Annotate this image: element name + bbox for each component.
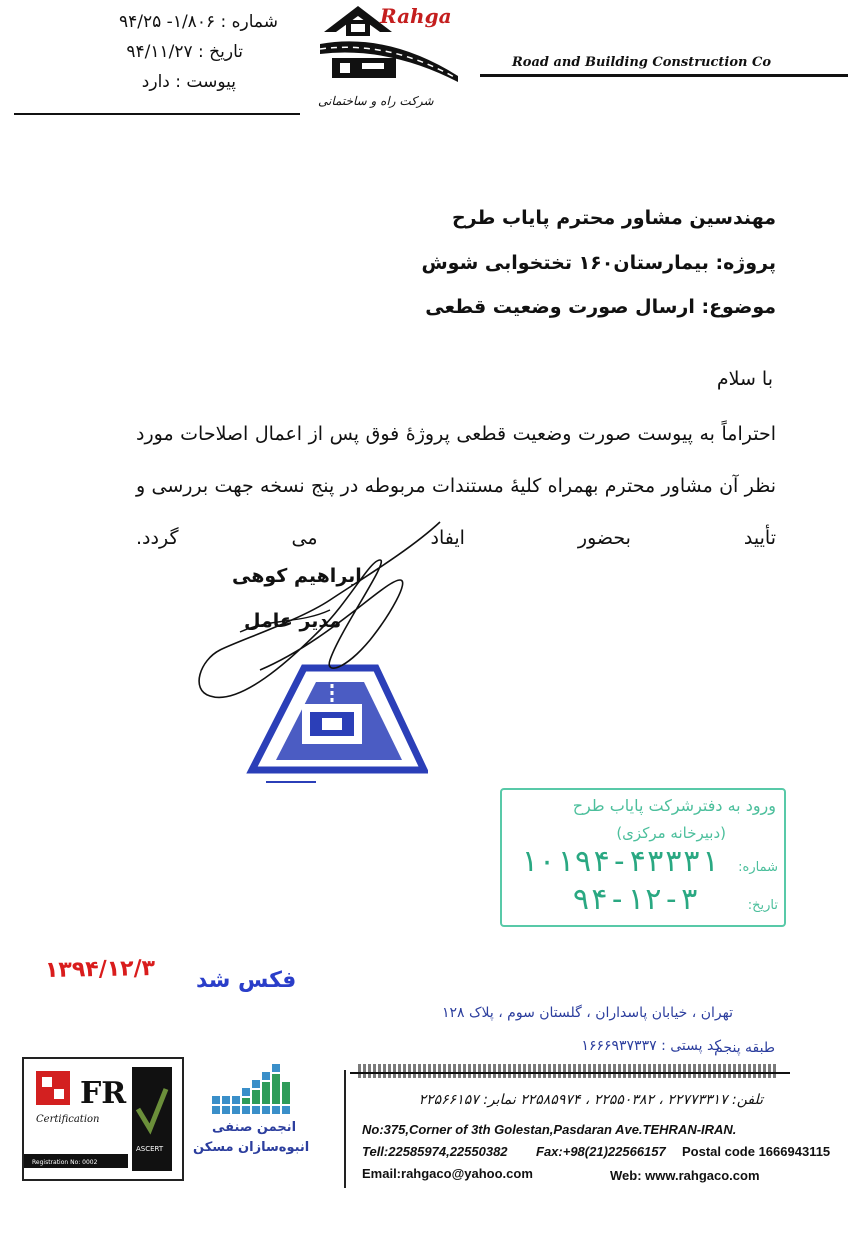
fax-sent-label: فکس شد bbox=[196, 968, 297, 993]
certification-label: Certification bbox=[36, 1114, 100, 1125]
receipt-stamp-subtitle: (دبیرخانه مرکزی) bbox=[616, 824, 726, 842]
receipt-date-label: تاریخ: bbox=[747, 898, 778, 913]
association-graphic bbox=[208, 1060, 298, 1118]
subject-line: موضوع: ارسال صورت وضعیت قطعی bbox=[425, 296, 776, 318]
brand-name-en: Rahga bbox=[380, 4, 452, 28]
association-name-line2: انبوه‌سازان مسکن bbox=[193, 1140, 310, 1155]
company-name-en: Road and Building Construction Co bbox=[512, 55, 772, 70]
header-rule-left bbox=[14, 113, 300, 115]
receipt-stamp bbox=[500, 788, 786, 927]
signatory-title: مدیر عامل bbox=[244, 610, 342, 632]
signatory-name: ابراهیم کوهی bbox=[232, 565, 362, 587]
receipt-number-value: ۱۰۱۹۴-۴۳۳۳۱ bbox=[520, 844, 719, 879]
footer-address-fa: تهران ، خیابان پاسداران ، گلستان سوم ، پلاک ۱۲۸ bbox=[441, 1005, 733, 1021]
footer-floor-fa: طبقه پنجم bbox=[714, 1040, 775, 1056]
brand-name-fa: شرکت راه و ساختمانی bbox=[318, 94, 434, 108]
svg-text:FR: FR bbox=[80, 1076, 127, 1111]
footer-postal-fa: کد پستی : ۱۶۶۶۹۳۷۳۳۷ bbox=[581, 1038, 721, 1054]
footer-phone-fa: تلفن: ۲۲۷۷۳۳۱۷ ، ۲۲۵۵۰۳۸۲ ، ۲۲۵۸۵۹۷۴ نمابر: ۲۲۵۶۶۱۵۷ bbox=[418, 1092, 763, 1108]
strike-line bbox=[350, 1072, 790, 1074]
letter-number: شماره : ۱/۸۰۶- ۹۴/۲۵ bbox=[119, 12, 278, 32]
header-rule-right bbox=[480, 74, 848, 77]
letter-date: تاریخ : ۹۴/۱۱/۲۷ bbox=[126, 42, 243, 62]
receipt-number-label: شماره: bbox=[738, 860, 778, 875]
footer-postal-en: Postal code 1666943115 bbox=[682, 1144, 831, 1159]
project-line: پروژه: بیمارستان۱۶۰ تختخوابی شوش bbox=[421, 252, 776, 274]
fax-date: ۱۳۹۴/۱۲/۳ bbox=[44, 956, 156, 983]
footer-website: Web: www.rahgaco.com bbox=[610, 1168, 760, 1183]
letter-attachment: پیوست : دارد bbox=[141, 72, 236, 92]
association-logo bbox=[208, 1060, 298, 1118]
association-name-line1: انجمن صنفی bbox=[212, 1120, 297, 1135]
salutation: با سلام bbox=[716, 368, 773, 390]
footer-fax: Fax:+98(21)22566157 bbox=[536, 1144, 666, 1159]
certification-badge bbox=[22, 1057, 184, 1181]
registration-number: Registration No: 0002 bbox=[32, 1159, 98, 1166]
letter-body-paragraph: احتراماً به پیوست صورت وضعیت قطعی پروژهٔ فوق پس از اعمال اصلاحات مورد نظر آن مشاور محترم بهمراه کلیهٔ مستندات مربوطه در پنج نسخه جهت بررسی و تأیید بحضور ایفاد می گردد. bbox=[136, 423, 776, 549]
footer-tel: Tell:22585974,22550382 bbox=[362, 1144, 508, 1159]
svg-text:ASCERT: ASCERT bbox=[136, 1145, 164, 1153]
struck-old-address bbox=[358, 1064, 778, 1078]
footer-email: Email:rahgaco@yahoo.com bbox=[362, 1166, 533, 1181]
recipient-line: مهندسین مشاور محترم پایاب طرح bbox=[451, 207, 776, 229]
receipt-date-value: ۹۴-۱۲-۳ bbox=[572, 882, 699, 917]
footer-address-en: No:375,Corner of 3th Golestan,Pasdaran Ave.TEHRAN-IRAN. bbox=[362, 1122, 737, 1137]
footer-divider bbox=[344, 1070, 346, 1188]
receipt-stamp-title: ورود به دفترشرکت پایاب طرح bbox=[572, 796, 776, 815]
